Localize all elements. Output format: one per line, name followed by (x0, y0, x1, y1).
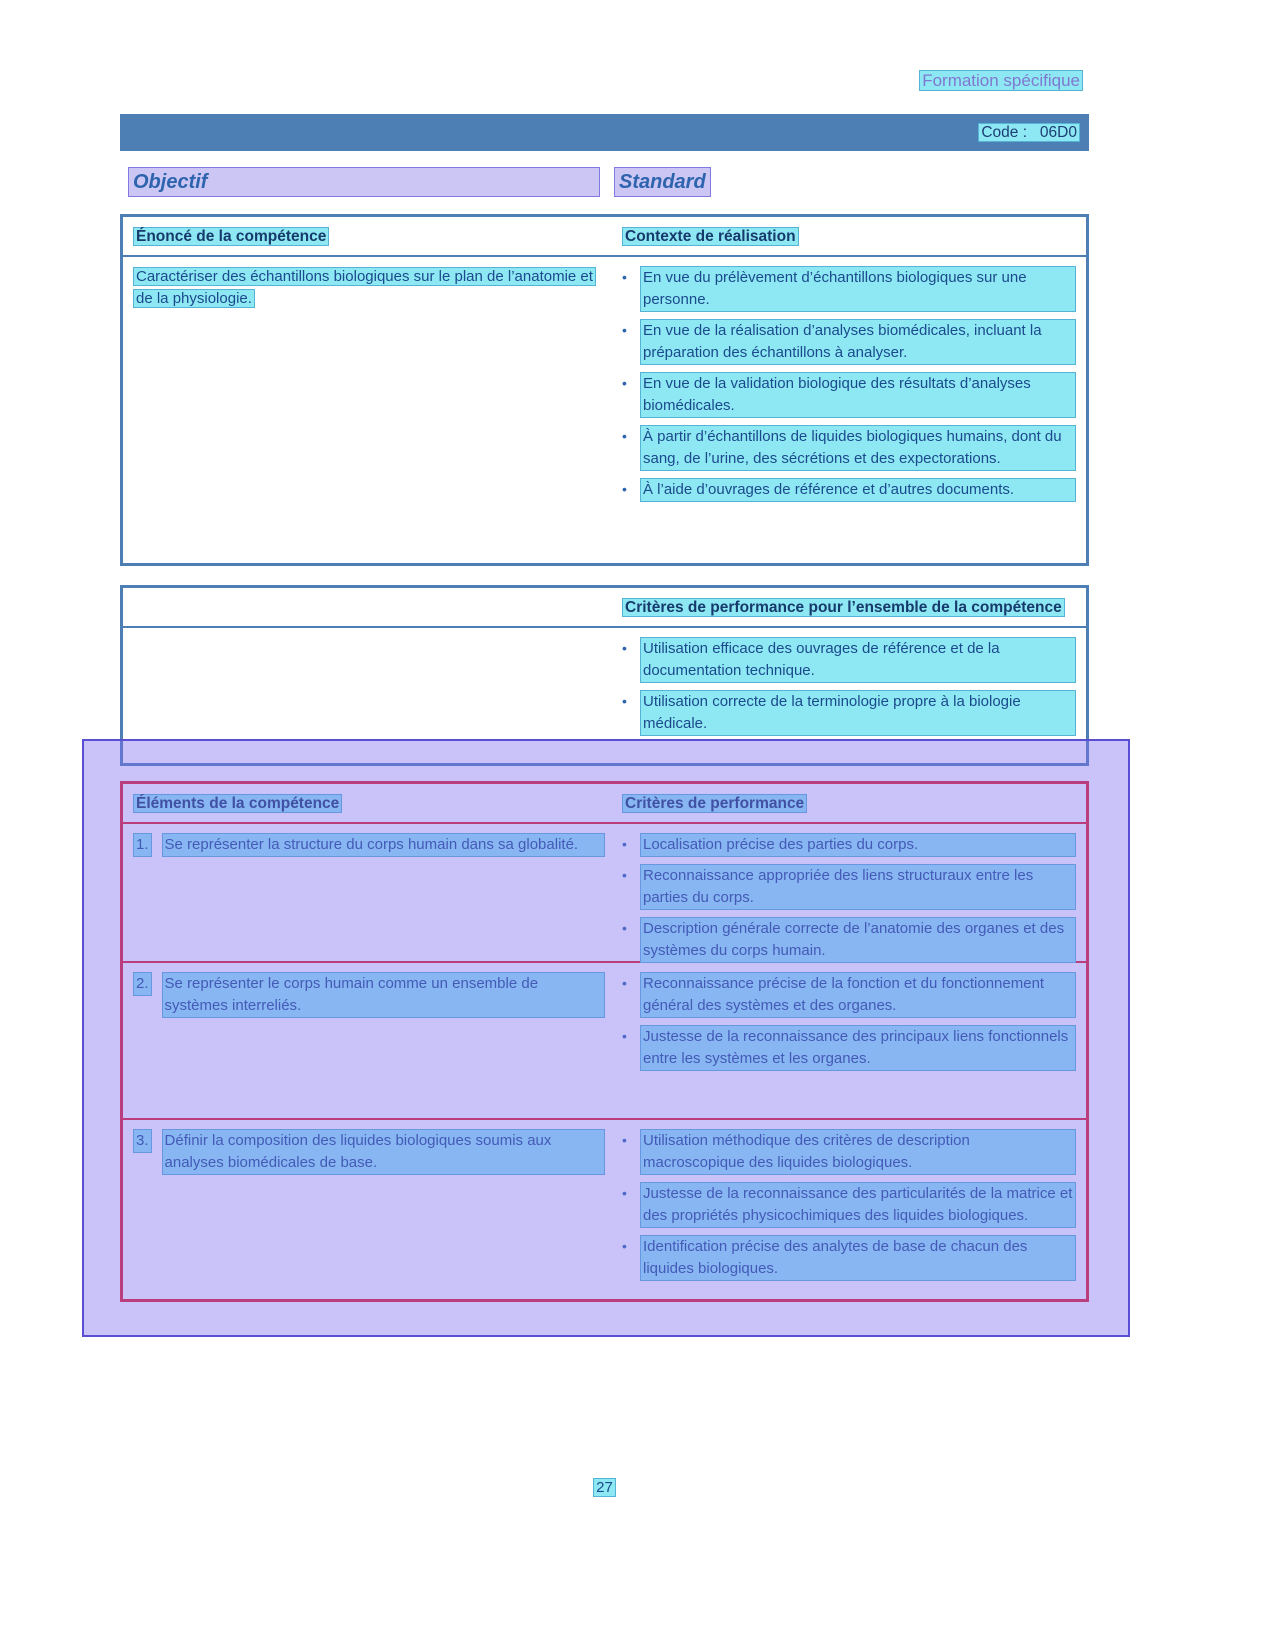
performance-bullet-text: Utilisation efficace des ouvrages de référence et de la documentation technique. (640, 637, 1076, 683)
competence-table-body (123, 257, 1086, 516)
contexte-header: Contexte de réalisation (622, 227, 799, 246)
context-bullet-text: En vue de la validation biologique des résultats d’analyses biomédicales. (640, 372, 1076, 418)
element-text: Définir la composition des liquides biologiques soumis aux analyses biomédicales de base. (162, 1129, 605, 1175)
performance-header-cell (615, 588, 1086, 626)
code-label: Code : 06D0 (978, 123, 1080, 142)
criteria-cell (615, 1120, 1086, 1296)
criterion-text: Identification précise des analytes de base de chacun des liquides biologiques. (640, 1235, 1076, 1281)
contexte-header-cell (615, 217, 1086, 255)
element-cell (123, 824, 615, 977)
statement-cell (123, 257, 615, 516)
competence-table-header (123, 217, 1086, 257)
bullet-item (622, 637, 1076, 683)
bullet-item (622, 1182, 1076, 1228)
bullet-item (622, 864, 1076, 910)
bullet-icon: • (622, 1028, 627, 1044)
element-number: 3. (133, 1129, 152, 1153)
bullet-icon: • (622, 1132, 627, 1148)
performance-empty-cell (123, 628, 615, 750)
bullet-icon: • (622, 975, 627, 991)
bullet-icon: • (622, 1238, 627, 1254)
bullet-icon: • (622, 481, 627, 497)
bullet-icon: • (622, 428, 627, 444)
performance-table-body (123, 628, 1086, 750)
bullet-icon: • (622, 1185, 627, 1201)
page-number (120, 1477, 1089, 1499)
context-bullet-text: En vue de la réalisation d’analyses biomédicales, incluant la préparation des échantillons à analyser. (640, 319, 1076, 365)
criterion-text: Description générale correcte de l’anatomie des organes et des systèmes du corps humain. (640, 917, 1076, 963)
section-headings (120, 167, 1089, 203)
enonce-header: Énoncé de la compétence (133, 227, 329, 246)
elements-header: Éléments de la compétence (133, 794, 342, 813)
bullet-icon: • (622, 920, 627, 936)
performance-header-empty-cell (123, 588, 615, 626)
standard-heading: Standard (614, 167, 711, 197)
elements-table-header (123, 784, 1086, 824)
element-number: 2. (133, 972, 152, 996)
bullet-icon: • (622, 693, 627, 709)
bullet-icon: • (622, 640, 627, 656)
competence-table (120, 214, 1089, 566)
elements-table (120, 781, 1089, 1302)
element-text: Se représenter la structure du corps humain dans sa globalité. (162, 833, 605, 857)
page-number-text: 27 (593, 1478, 616, 1497)
performance-bullet-text: Utilisation correcte de la terminologie propre à la biologie médicale. (640, 690, 1076, 736)
criteria-header: Critères de performance (622, 794, 807, 813)
bullet-icon: • (622, 322, 627, 338)
bullet-icon: • (622, 269, 627, 285)
bullet-item (622, 690, 1076, 736)
element-row (123, 1120, 1086, 1296)
context-bullets-cell (615, 257, 1086, 516)
bullet-item (622, 1129, 1076, 1175)
header-note-text: Formation spécifique (919, 70, 1083, 91)
bullet-item (622, 917, 1076, 963)
statement-text: Caractériser des échantillons biologiques sur le plan de l’anatomie et de la physiologie. (133, 267, 596, 308)
bullet-icon: • (622, 375, 627, 391)
element-cell (123, 1120, 615, 1296)
bullet-item (622, 1025, 1076, 1071)
context-bullet-text: En vue du prélèvement d’échantillons biologiques sur une personne. (640, 266, 1076, 312)
context-bullet-text: À l’aide d’ouvrages de référence et d’autres documents. (640, 478, 1076, 502)
element-text: Se représenter le corps humain comme un ensemble de systèmes interreliés. (162, 972, 605, 1018)
bullet-icon: • (622, 836, 627, 852)
performance-table-header (123, 588, 1086, 628)
element-row (123, 963, 1086, 1120)
context-bullet-text: À partir d’échantillons de liquides biologiques humains, dont du sang, de l’urine, des sécrétions et des expectorations. (640, 425, 1076, 471)
criterion-text: Reconnaissance précise de la fonction et du fonctionnement général des systèmes et des organes. (640, 972, 1076, 1018)
criteria-header-cell (615, 784, 1086, 822)
element-number: 1. (133, 833, 152, 857)
bullet-item (622, 1235, 1076, 1281)
element-row (123, 824, 1086, 963)
performance-table (120, 585, 1089, 766)
code-bar (120, 114, 1089, 151)
bullet-item (622, 425, 1076, 471)
elements-header-cell (123, 784, 615, 822)
bullet-item (622, 478, 1076, 502)
criteria-cell (615, 963, 1086, 1118)
criterion-text: Utilisation méthodique des critères de description macroscopique des liquides biologiques. (640, 1129, 1076, 1175)
bullet-item (622, 972, 1076, 1018)
objectif-heading: Objectif (128, 167, 600, 197)
performance-bullets-cell (615, 628, 1086, 750)
bullet-item (622, 372, 1076, 418)
criterion-text: Localisation précise des parties du corps. (640, 833, 1076, 857)
element-cell (123, 963, 615, 1118)
criteria-cell (615, 824, 1086, 977)
bullet-item (622, 266, 1076, 312)
bullet-icon: • (622, 867, 627, 883)
criterion-text: Justesse de la reconnaissance des particularités de la matrice et des propriétés physicochimiques des liquides biologiques. (640, 1182, 1076, 1228)
header-note (919, 70, 1083, 92)
bullet-item (622, 319, 1076, 365)
enonce-header-cell (123, 217, 615, 255)
bullet-item (622, 833, 1076, 857)
criterion-text: Justesse de la reconnaissance des principaux liens fonctionnels entre les systèmes et les organes. (640, 1025, 1076, 1071)
performance-header: Critères de performance pour l’ensemble de la compétence (622, 598, 1065, 617)
criterion-text: Reconnaissance appropriée des liens structuraux entre les parties du corps. (640, 864, 1076, 910)
